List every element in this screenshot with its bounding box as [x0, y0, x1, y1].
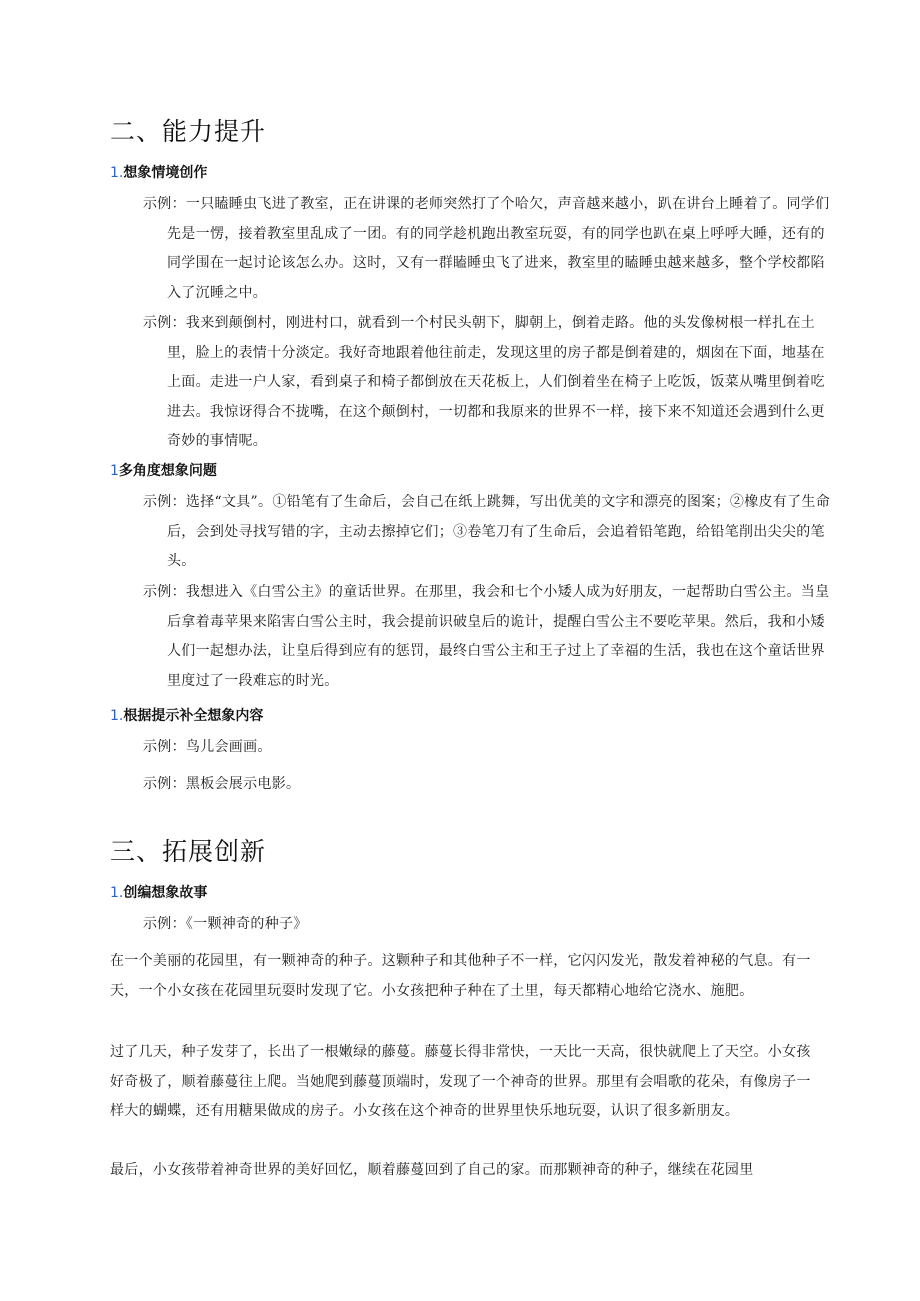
example-paragraph: 示例：一只瞌睡虫飞进了教室，正在讲课的老师突然打了个哈欠，声音越来越小，趴在讲台上睡着了。同学们先是一愣，接着教室里乱成了一团。有的同学趁机跑出教室玩耍，有的同学也趴在桌上呼呼大睡，还有的同学围在一起讨论该怎么办。这时，又有一群瞌睡虫飞了进来，教室里的瞌睡虫越来越多，整个学校都陷入了沉睡之中。	[143, 196, 830, 301]
example-paragraph: 示例：我想进入《白雪公主》的童话世界。在那里，我会和七个小矮人成为好朋友，一起帮助白雪公主。当皇后拿着毒苹果来陷害白雪公主时，我会提前识破皇后的诡计，提醒白雪公主不要吃苹果。然后，我和小矮人们一起想办法，让皇后得到应有的惩罚，最终白雪公主和王子过上了幸福的生活，我也在这个童话世界里度过了一段难忘的时光。	[143, 584, 830, 689]
subsection-heading	[110, 460, 217, 480]
subsection-heading	[110, 162, 207, 182]
section-heading: 二、能力提升	[110, 117, 267, 146]
example-paragraph: 示例：黑板会展示电影。	[143, 776, 301, 792]
example-paragraph: 示例：鸟儿会画画。	[143, 739, 272, 755]
subsection-heading	[110, 882, 207, 902]
example-paragraph: 示例：选择“文具”。①铅笔有了生命后，会自己在纸上跳舞，写出优美的文字和漂亮的图案；②橡皮有了生命后，会到处寻找写错的字，主动去擦掉它们；③卷笔刀有了生命后，会追着铅笔跑，给铅笔削出尖尖的笔头。	[143, 494, 831, 569]
story-paragraph: 过了几天，种子发芽了，长出了一根嫩绿的藤蔓。藤蔓长得非常快，一天比一天高，很快就爬上了天空。小女孩好奇极了，顺着藤蔓往上爬。当她爬到藤蔓顶端时，发现了一个神奇的世界。那里有会唱歌的花朵，有像房子一样大的蝴蝶，还有用糖果做成的房子。小女孩在这个神奇的世界里快乐地玩耍，认识了很多新朋友。	[110, 1044, 811, 1119]
example-paragraph: 示例：《一颗神奇的种子》	[143, 916, 308, 932]
item-title: 创编想象故事	[123, 885, 208, 901]
item-title: 多角度想象问题	[118, 463, 217, 479]
item-title: 根据提示补全想象内容	[123, 708, 264, 724]
item-number: 1.	[110, 885, 124, 901]
story-paragraph: 在一个美丽的花园里，有一颗神奇的种子。这颗种子和其他种子不一样，它闪闪发光，散发着神秘的气息。有一天，一个小女孩在花园里玩耍时发现了它。小女孩把种子种在了土里，每天都精心地给它浇水、施肥。	[110, 953, 811, 999]
item-title: 想象情境创作	[123, 165, 208, 181]
subsection-heading	[110, 705, 263, 725]
story-paragraph: 最后，小女孩带着神奇世界的美好回忆，顺着藤蔓回到了自己的家。而那颗神奇的种子，继续在花园里	[110, 1162, 754, 1178]
item-number: 1.	[110, 708, 124, 724]
example-paragraph: 示例：我来到颠倒村，刚进村口，就看到一个村民头朝下，脚朝上，倒着走路。他的头发像树根一样扎在土里，脸上的表情十分淡定。我好奇地跟着他往前走，发现这里的房子都是倒着建的，烟囱在下面，地基在上面。走进一户人家，看到桌子和椅子都倒放在天花板上，人们倒着坐在椅子上吃饭，饭菜从嘴里倒着吃进去。我惊讶得合不拢嘴，在这个颠倒村，一切都和我原来的世界不一样，接下来不知道还会遇到什么更奇妙的事情呢。	[143, 315, 825, 449]
item-number: 1	[110, 463, 119, 479]
section-heading: 三、拓展创新	[110, 837, 267, 866]
item-number: 1.	[110, 165, 124, 181]
